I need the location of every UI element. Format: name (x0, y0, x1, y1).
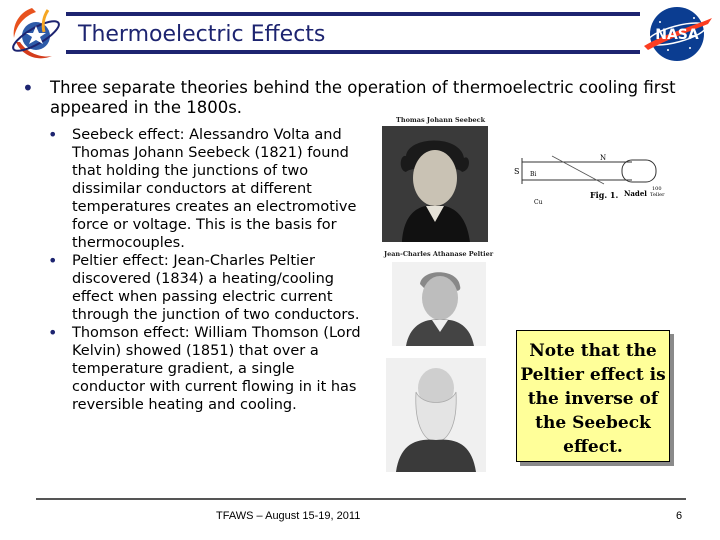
mission-logo-icon (2, 2, 70, 70)
diagram-label-100: 100 (652, 186, 662, 192)
list-item (48, 324, 370, 414)
bullet-icon: • (22, 76, 34, 100)
diagram-fig-label: Fig. 1. (590, 190, 619, 200)
item-label: Seebeck effect: (72, 127, 185, 143)
title-bar (66, 12, 640, 54)
peltier-caption: Jean-Charles Athanase Peltier (384, 250, 494, 258)
item-label: Peltier effect: (72, 253, 169, 269)
svg-text:NASA: NASA (655, 27, 699, 43)
page-number: 6 (676, 510, 683, 522)
bullet-icon: • (48, 251, 58, 270)
intro-text: Three separate theories behind the operation of thermoelectric cooling first appeared in the 1800s. (50, 78, 676, 117)
item-text: Jean-Charles Peltier discovered (1834) a heating/cooling effect when passing electric current through the junction of two conductors. (72, 253, 360, 323)
thomson-portrait (386, 358, 486, 472)
item-text: Alessandro Volta and Thomas Johann Seebeck (1821) found that holding the junctions of two dissimilar conductors at different temperatures creates an electromotive force or voltage. This is the basis for thermocouples. (72, 127, 357, 251)
item-text: William Thomson (Lord Kelvin) showed (1851) that over a temperature gradient, a single conductor with current flowing in it has reversible heating and cooling. (72, 325, 361, 413)
footer-text: TFAWS – August 15-19, 2011 (216, 510, 361, 522)
item-label: Thomson effect: (72, 325, 190, 341)
list-item (48, 252, 370, 324)
note-box: Note that the Peltier effect is the inverse of the Seebeck effect. (516, 330, 670, 462)
diagram-label-bi: Bi (530, 171, 537, 178)
seebeck-portrait (382, 126, 488, 242)
intro-bullet (22, 78, 682, 118)
bullet-icon: • (48, 125, 58, 144)
diagram-label-nadel: Nadel (624, 189, 647, 198)
bullet-icon: • (48, 323, 58, 342)
diagram-label-cu: Cu (534, 199, 543, 206)
seebeck-diagram (512, 148, 670, 218)
list-item (48, 126, 370, 252)
page-title: Thermoelectric Effects (78, 22, 326, 47)
nasa-meatball-icon (638, 4, 716, 64)
effects-list (48, 126, 370, 414)
diagram-label-teller: Teller (650, 192, 665, 198)
footer-divider (36, 498, 686, 500)
diagram-label-s: S (514, 167, 520, 176)
seebeck-caption: Thomas Johann Seebeck (396, 116, 486, 124)
peltier-portrait (392, 262, 486, 346)
diagram-label-n: N (600, 154, 607, 162)
